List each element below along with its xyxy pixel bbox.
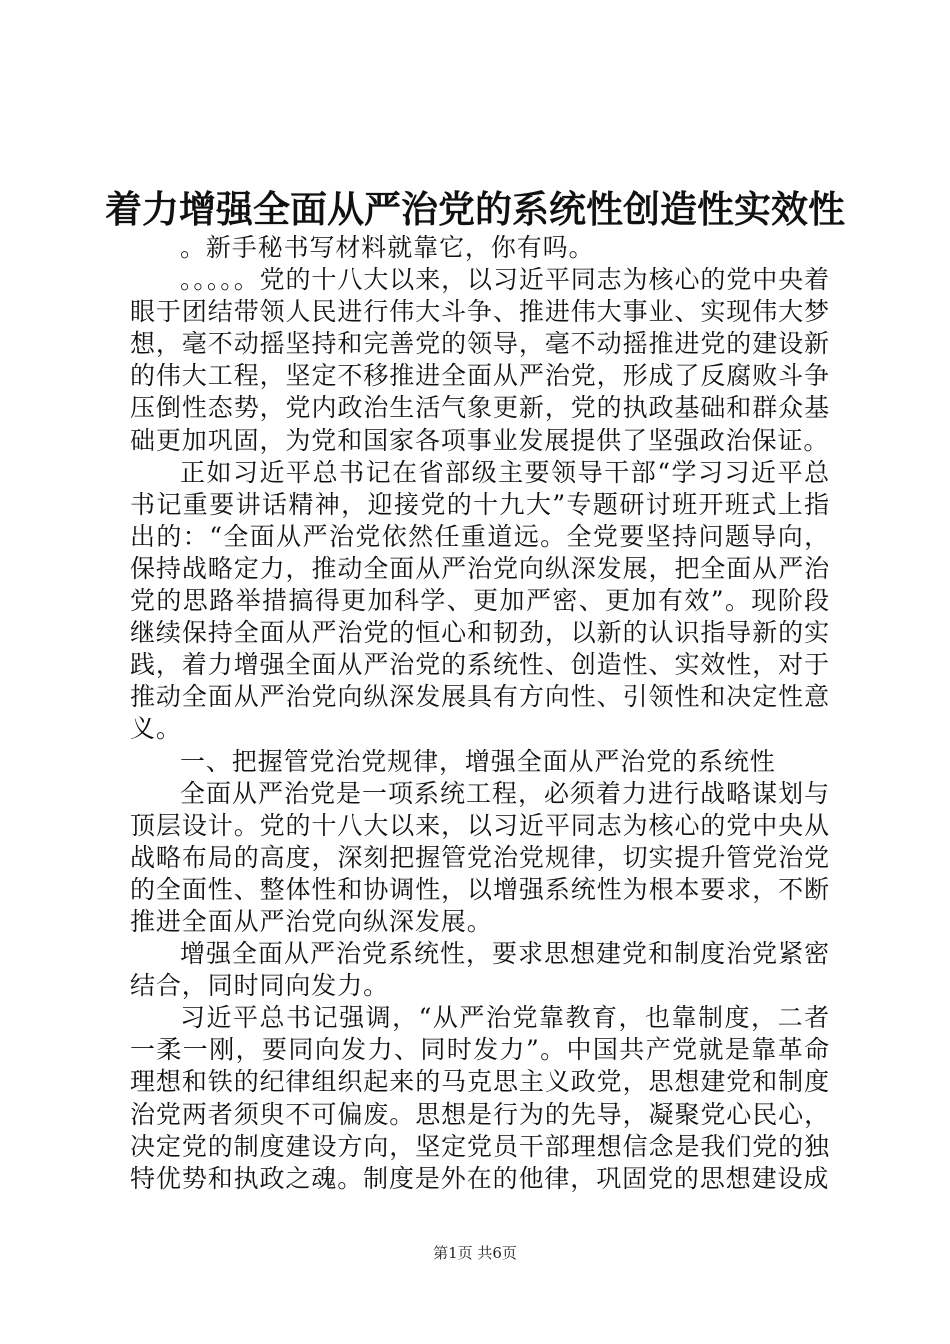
paragraph-3: 全面从严治党是一项系统工程，必须着力进行战略谋划与顶层设计。党的十八大以来，以习近平同志为核心的党中央从战略布局的高度，深刻把握管党治党规律，切实提升管党治党的全面性、整体性和协调性，以增强系统性为根本要求，不断推进全面从严治党向纵深发展。 <box>130 778 830 936</box>
paragraph-4: 增强全面从严治党系统性，要求思想建党和制度治党紧密结合，同时同向发力。 <box>130 939 830 1001</box>
paragraph-1: 。。。。。党的十八大以来，以习近平同志为核心的党中央着眼于团结带领人民进行伟大斗争、推进伟大事业、实现伟大梦想，毫不动摇坚持和完善党的领导，毫不动摇推进党的建设新的伟大工程，坚定不移推进全面从严治党，形成了反腐败斗争压倒性态势，党内政治生活气象更新，党的执政基础和群众基础更加巩固，为党和国家各项事业发展提供了坚强政治保证。 <box>130 265 830 455</box>
paragraph-5: 习近平总书记强调，“从严治党靠教育，也靠制度，二者一柔一刚，要同向发力、同时发力”。中国共产党就是靠革命理想和铁的纪律组织起来的马克思主义政党，思想建党和制度治党两者须臾不可偏废。思想是行为的先导，凝聚党心民心，决定党的制度建设方向，坚定党员干部理想信念是我们党的独特优势和执政之魂。制度是外在的他律，巩固党的思想建设成 <box>130 1003 830 1193</box>
paragraph-2: 正如习近平总书记在省部级主要领导干部“学习习近平总书记重要讲话精神，迎接党的十九大”专题研讨班开班式上指出的：“全面从严治党依然任重道远。全党要坚持问题导向，保持战略定力，推动全面从严治党向纵深发展，把全面从严治党的思路举措搞得更加科学、更加严密、更加有效”。现阶段继续保持全面从严治党的恒心和韧劲，以新的认识指导新的实践，着力增强全面从严治党的系统性、创造性、实效性，对于推动全面从严治党向纵深发展具有方向性、引领性和决定性意义。 <box>130 457 830 744</box>
document-body <box>130 232 830 1195</box>
section-heading-1: 一、把握管党治党规律，增强全面从严治党的系统性 <box>180 746 776 776</box>
document-title: 着力增强全面从严治党的系统性创造性实效性 <box>105 187 845 231</box>
page-number-footer: 第1页 共6页 <box>433 1244 517 1262</box>
paragraph-intro: 。新手秘书写材料就靠它，你有吗。 <box>180 233 595 262</box>
